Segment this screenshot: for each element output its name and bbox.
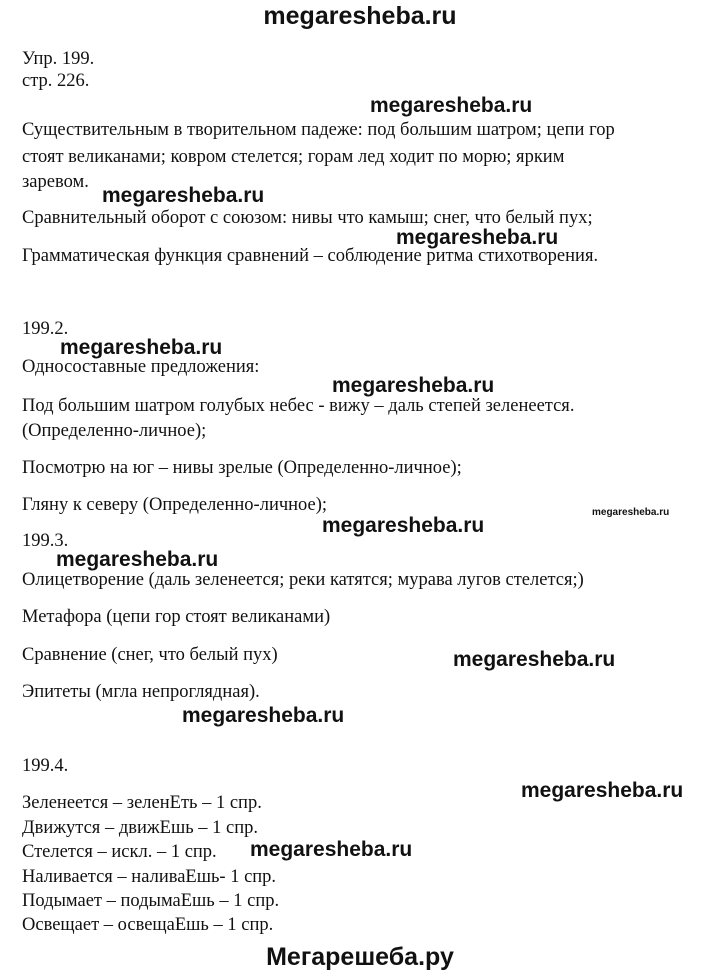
part4-line: Освещает – освещаЕшь – 1 спр.: [22, 915, 274, 935]
exercise-number: Упр. 199.: [22, 49, 95, 69]
watermark: megaresheba.ru: [396, 226, 559, 249]
part4-line: Подымает – подымаЕшь – 1 спр.: [22, 891, 280, 911]
part1-line: заревом.: [22, 172, 89, 192]
part2-line: Посмотрю на юг – нивы зрелые (Определенно-личное);: [22, 458, 462, 478]
watermark: megaresheba.ru: [182, 704, 345, 727]
exercise-page: стр. 226.: [22, 71, 90, 91]
part4-line: Зеленеется – зеленЕть – 1 спр.: [22, 793, 262, 813]
part4-line: Наливается – наливаЕшь- 1 спр.: [22, 867, 277, 887]
part2-title: Односоставные предложения:: [22, 357, 260, 377]
part3-heading: 199.3.: [22, 531, 69, 551]
site-footer: Мегарешеба.ру: [266, 943, 454, 971]
watermark: megaresheba.ru: [521, 779, 684, 802]
watermark: megaresheba.ru: [56, 548, 219, 571]
part3-line: Сравнение (снег, что белый пух): [22, 645, 278, 665]
watermark: megaresheba.ru: [250, 838, 413, 861]
watermark: megaresheba.ru: [370, 94, 533, 117]
watermark: megaresheba.ru: [453, 648, 616, 671]
part4-heading: 199.4.: [22, 756, 69, 776]
watermark: megaresheba.ru: [102, 184, 265, 207]
part2-line: Гляну к северу (Определенно-личное);: [22, 495, 328, 515]
part1-line: Сравнительный оборот с союзом: нивы что камыш; снег, что белый пух;: [22, 208, 593, 228]
watermark: megaresheba.ru: [592, 507, 670, 518]
part1-line: Существительным в творительном падеже: под большим шатром; цепи гор: [22, 120, 615, 140]
watermark: megaresheba.ru: [322, 514, 485, 537]
part3-line: Метафора (цепи гор стоят великанами): [22, 607, 331, 627]
part3-line: Эпитеты (мгла непроглядная).: [22, 682, 260, 702]
part1-line: Грамматическая функция сравнений – соблюдение ритма стихотворения.: [22, 246, 599, 266]
part3-line: Олицетворение (даль зеленеется; реки катятся; мурава лугов стелется;): [22, 570, 584, 590]
watermark: megaresheba.ru: [60, 336, 223, 359]
part2-line: (Определенно-личное);: [22, 421, 207, 441]
part2-line: Под большим шатром голубых небес - вижу – даль степей зеленеется.: [22, 396, 575, 416]
part2-heading: 199.2.: [22, 319, 69, 339]
site-header: megaresheba.ru: [263, 2, 457, 30]
watermark: megaresheba.ru: [332, 374, 495, 397]
part1-line: стоят великанами; ковром стелется; горам лед ходит по морю; ярким: [22, 147, 565, 167]
part4-line: Движутся – движЕшь – 1 спр.: [22, 818, 258, 838]
part4-line: Стелется – искл. – 1 спр.: [22, 842, 217, 862]
